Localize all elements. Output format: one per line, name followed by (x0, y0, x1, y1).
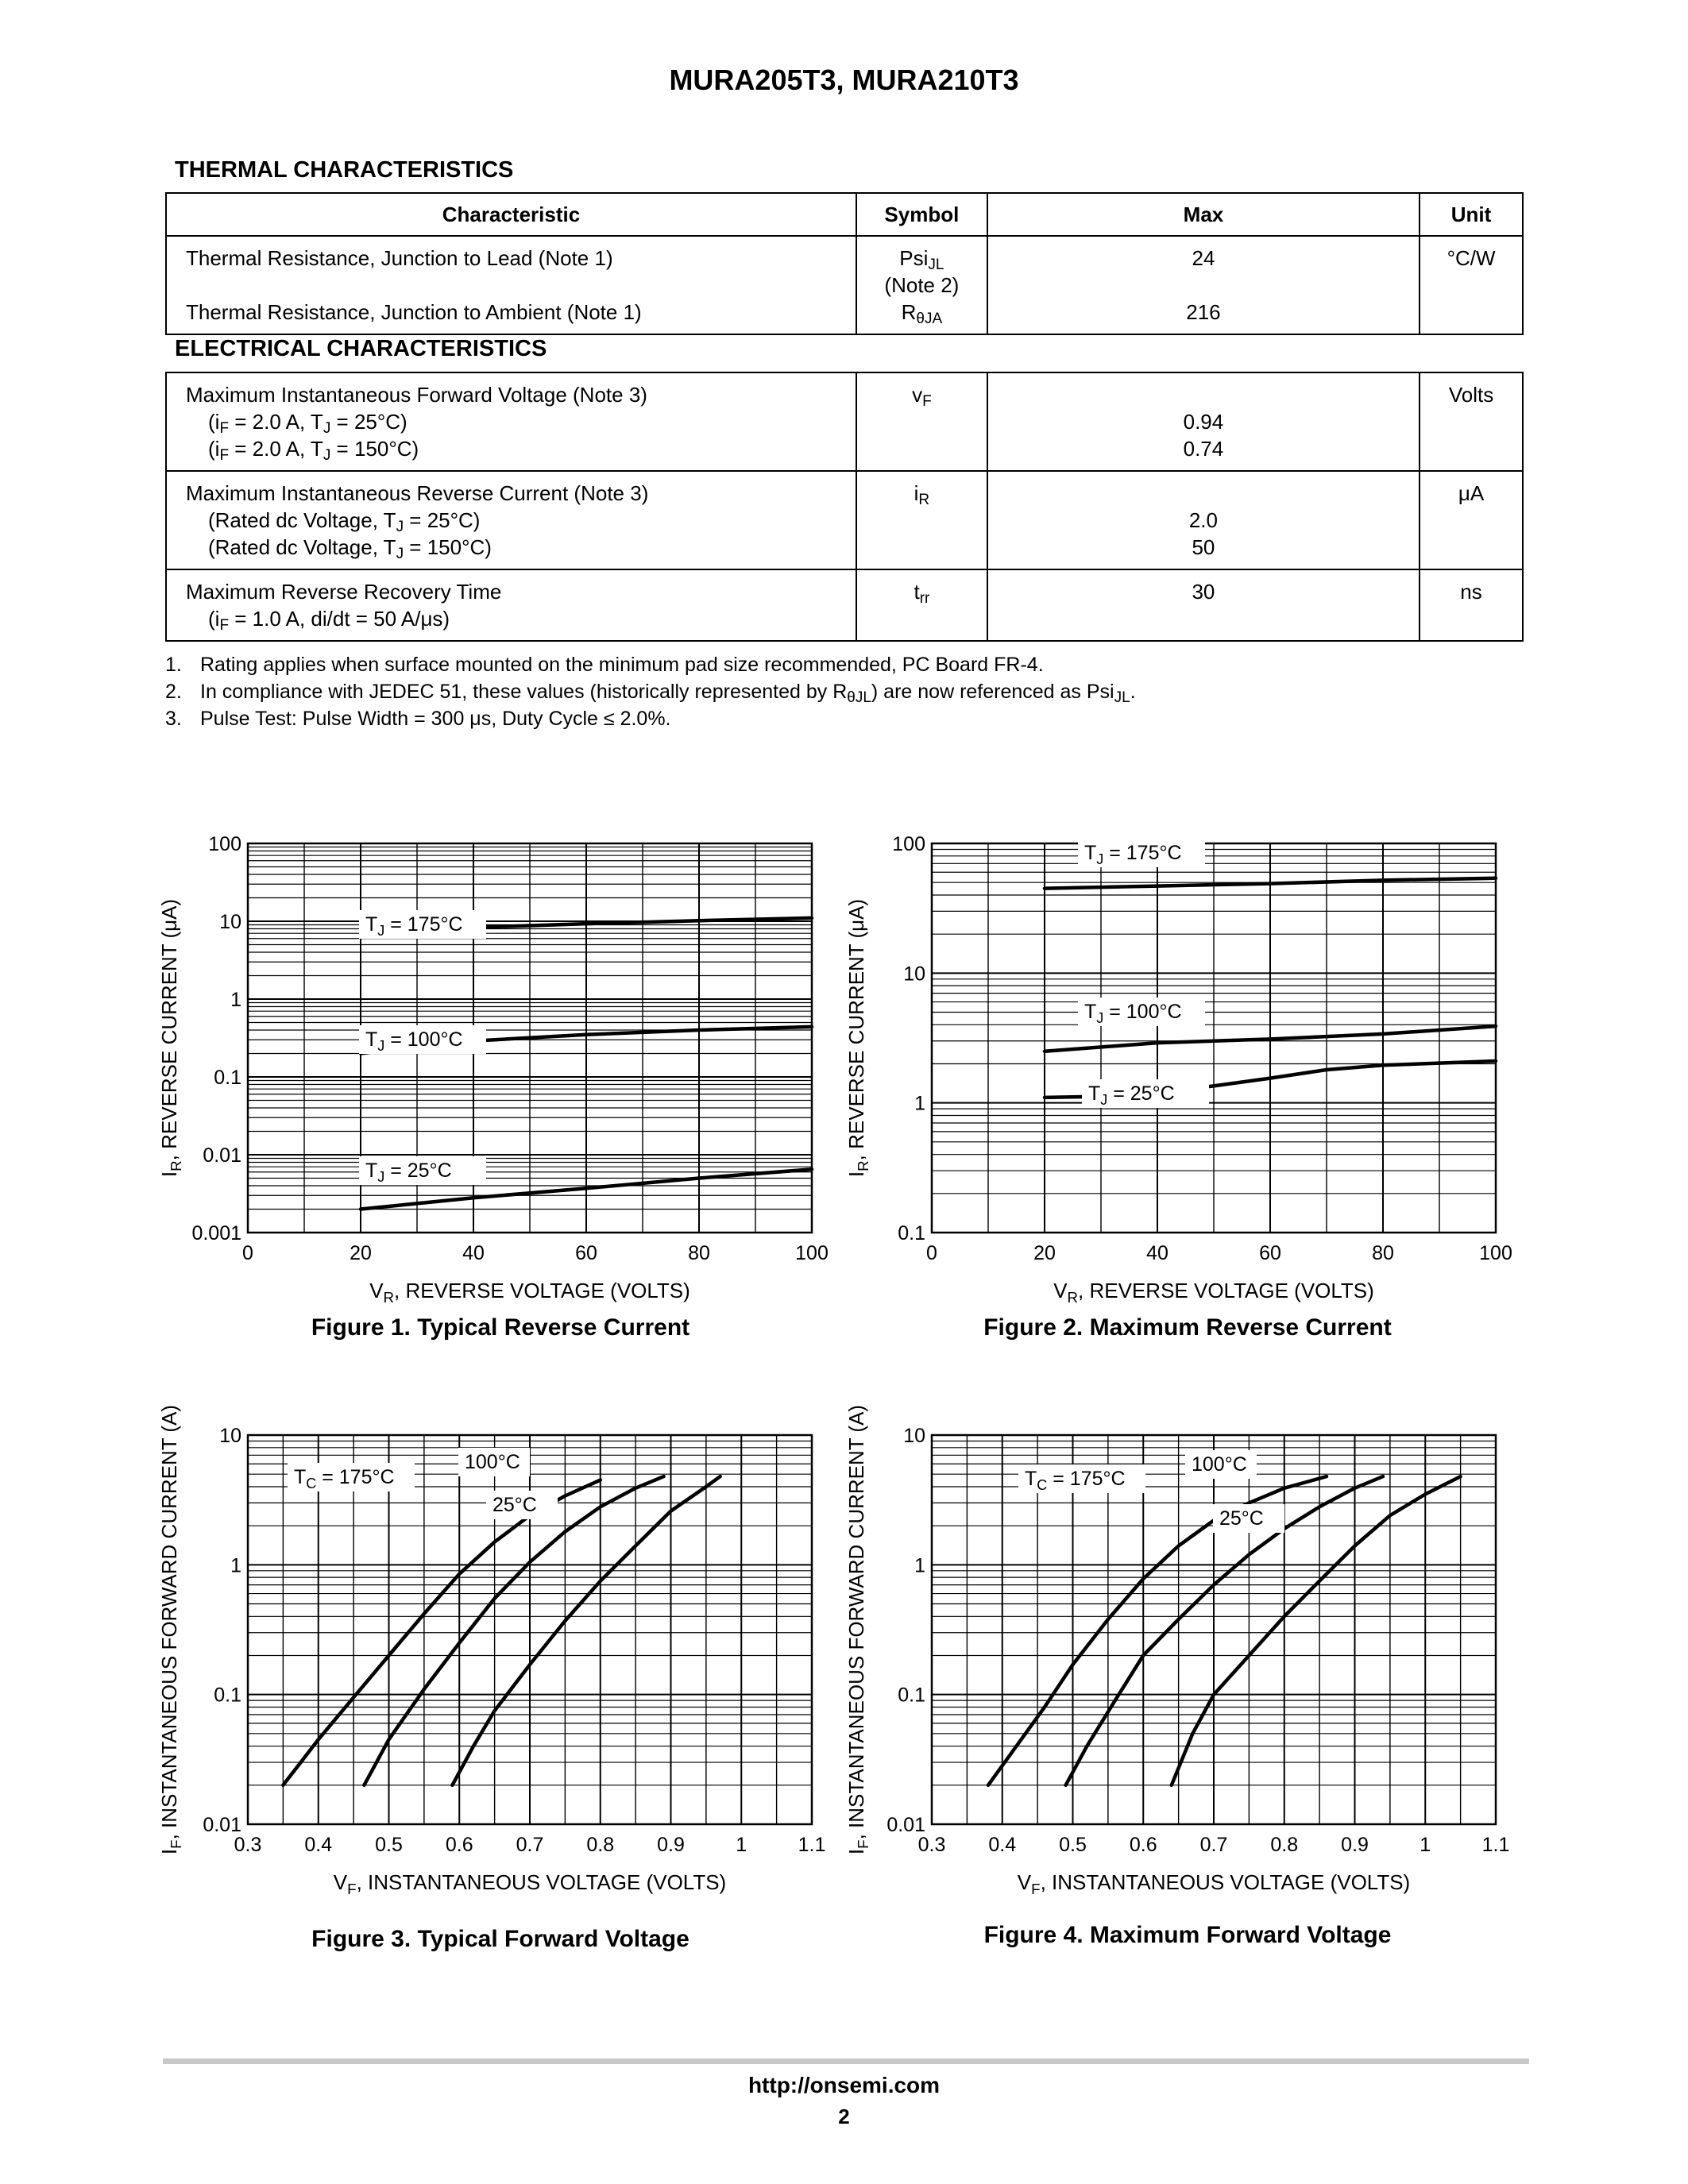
x-tick-label: 0 (242, 1242, 253, 1264)
x-tick-label: 0.7 (1199, 1834, 1228, 1856)
y-axis-label: $I_F$, INSTANTANEOUS FORWARD CURRENT (A) (157, 1404, 184, 1855)
figure4-caption: Figure 4. Maximum Forward Voltage (983, 1922, 1392, 1948)
x-tick-label: 40 (462, 1242, 485, 1264)
footnote-3: 3. Pulse Test: Pulse Width = 300 μs, Duty Cycle ≤ 2.0%. (165, 708, 671, 730)
thermal-row2-char: Thermal Resistance, Junction to Ambient (Note 1) (186, 300, 642, 324)
trr-cond1: ($i_F = 1.0$ A, di/dt = 50 A/μs) (208, 607, 450, 634)
x-tick-label: 0 (926, 1242, 937, 1264)
ir-char: Maximum Instantaneous Reverse Current (Note 3) (186, 481, 649, 505)
x-tick-label: 1 (1420, 1834, 1431, 1856)
vf-cond1: ($i_F = 2.0$ A, $T_J = 25^\circ C$) (208, 410, 408, 437)
page-title: MURA205T3, MURA210T3 (669, 64, 1019, 96)
thermal-characteristics-cell (166, 236, 856, 334)
x-axis-label: $V_R$, REVERSE VOLTAGE (VOLTS) (369, 1279, 690, 1306)
ir-row (166, 471, 1523, 569)
footer-url: http://onsemi.com (747, 2073, 941, 2097)
y-tick-label: 0.1 (898, 1222, 925, 1244)
ir-symbol: $i_R$ (856, 471, 987, 569)
x-tick-label: 20 (350, 1242, 372, 1264)
x-tick-label: 100 (1479, 1242, 1512, 1264)
plot-grid (932, 843, 1496, 1233)
thermal-row1-unit: °C/W (1447, 246, 1496, 270)
x-axis-label: $V_R$, REVERSE VOLTAGE (VOLTS) (1053, 1279, 1374, 1306)
vf-max2: 0.74 (1183, 437, 1224, 461)
series-label: $T_J = 175^\circ C$ (1084, 842, 1182, 867)
figure1-reverse-current-chart (151, 818, 850, 1310)
x-tick-label: 1 (736, 1834, 747, 1856)
series-label: 100°C (1192, 1453, 1247, 1476)
vf-max-cell (987, 372, 1420, 471)
y-tick-label: 100 (892, 833, 925, 855)
y-axis-label: $I_R$, REVERSE CURRENT (μA) (844, 898, 871, 1178)
ir-max2: 50 (1192, 535, 1215, 559)
x-tick-label: 0.6 (1129, 1834, 1157, 1856)
x-tick-label: 0.7 (516, 1834, 544, 1856)
ir-max-cell (987, 471, 1420, 569)
ir-max1: 2.0 (1188, 508, 1218, 532)
thermal-max-cell (987, 236, 1420, 334)
footnote-2: 2. In compliance with JEDEC 51, these values (historically represented by $R_{\theta JL}$) are now referenced as Psi$_{JL}$. (165, 681, 1136, 706)
thermal-symbol-cell (856, 236, 987, 334)
thermal-table (165, 192, 1524, 335)
y-tick-label: 0.01 (203, 1144, 241, 1167)
x-tick-label: 80 (688, 1242, 710, 1264)
x-tick-label: 0.3 (234, 1834, 262, 1856)
series-label: $T_J = 100^\circ C$ (1084, 1001, 1182, 1026)
x-tick-label: 60 (1259, 1242, 1281, 1264)
y-tick-label: 0.1 (214, 1067, 241, 1089)
vf-max1: 0.94 (1183, 410, 1224, 434)
y-tick-label: 100 (208, 833, 241, 855)
thermal-row1-max: 24 (1192, 246, 1215, 270)
y-tick-label: 10 (903, 963, 925, 986)
figure2-reverse-current-chart (838, 818, 1537, 1310)
x-tick-label: 100 (795, 1242, 829, 1264)
thermal-row1-symbol-note: (Note 2) (884, 273, 960, 297)
page-number: 2 (838, 2105, 850, 2128)
x-tick-label: 0.4 (304, 1834, 333, 1856)
y-axis-label: $I_F$, INSTANTANEOUS FORWARD CURRENT (A) (844, 1404, 871, 1855)
figure3-forward-voltage-chart (151, 1394, 850, 1918)
plot-grid (932, 1435, 1496, 1824)
series-label: $T_J = 175^\circ C$ (365, 913, 463, 939)
y-tick-label: 10 (219, 911, 241, 933)
y-tick-label: 10 (219, 1425, 241, 1447)
header-max: Max (987, 193, 1420, 236)
y-tick-label: 1 (914, 1554, 925, 1577)
vf-symbol: $v_F$ (856, 372, 987, 471)
ir-unit: μA (1420, 471, 1523, 569)
y-tick-label: 0.1 (898, 1684, 925, 1707)
trr-row (166, 569, 1523, 641)
footnotes (165, 651, 1136, 732)
x-tick-label: 0.9 (1341, 1834, 1369, 1856)
series-label: $T_C = 175^\circ C$ (294, 1466, 395, 1491)
figure3-caption: Figure 3. Typical Forward Voltage (311, 1926, 689, 1952)
header-symbol: Symbol (856, 193, 987, 236)
y-axis-label: $I_R$, REVERSE CURRENT (μA) (157, 898, 184, 1178)
x-axis-label: $V_F$, INSTANTANEOUS VOLTAGE (VOLTS) (333, 1870, 727, 1897)
series-label: $T_J = 100^\circ C$ (365, 1028, 463, 1054)
x-tick-label: 1.1 (798, 1834, 826, 1856)
thermal-row2-symbol: $R_{\theta JA}$ (901, 300, 943, 327)
y-tick-label: 0.001 (191, 1222, 241, 1244)
y-tick-label: 1 (230, 1554, 241, 1577)
x-axis-label: $V_F$, INSTANTANEOUS VOLTAGE (VOLTS) (1017, 1870, 1411, 1897)
header-unit: Unit (1420, 193, 1523, 236)
x-tick-label: 1.1 (1481, 1834, 1510, 1856)
thermal-row (166, 236, 1523, 334)
ir-char-cell (166, 471, 856, 569)
footnote-1: 1. Rating applies when surface mounted on the minimum pad size recommended, PC Board FR-4. (165, 654, 1044, 676)
x-tick-label: 0.3 (917, 1834, 946, 1856)
x-tick-label: 80 (1372, 1242, 1394, 1264)
thermal-header-row (166, 193, 1523, 236)
vf-row (166, 372, 1523, 471)
figure2-caption: Figure 2. Maximum Reverse Current (983, 1314, 1392, 1341)
series-label: 25°C (492, 1494, 537, 1516)
thermal-row1-char: Thermal Resistance, Junction to Lead (Note 1) (186, 246, 613, 270)
series-curve (452, 1476, 720, 1785)
x-tick-label: 20 (1033, 1242, 1056, 1264)
ir-cond2: (Rated dc Voltage, $T_J = 150^\circ C$) (208, 535, 492, 562)
series-label: $T_J = 25^\circ C$ (1088, 1082, 1175, 1108)
electrical-section-title: ELECTRICAL CHARACTERISTICS (175, 336, 547, 361)
trr-char-cell (166, 569, 856, 641)
x-tick-label: 0.4 (988, 1834, 1017, 1856)
trr-symbol: $t_{rr}$ (856, 569, 987, 641)
y-tick-label: 0.01 (203, 1814, 241, 1836)
trr-char: Maximum Reverse Recovery Time (186, 580, 502, 604)
y-tick-label: 0.1 (214, 1684, 241, 1707)
figure1-caption: Figure 1. Typical Reverse Current (311, 1314, 690, 1341)
x-tick-label: 0.6 (445, 1834, 473, 1856)
vf-unit: Volts (1420, 372, 1523, 471)
ir-cond1: (Rated dc Voltage, $T_J = 25^\circ C$) (208, 508, 481, 535)
y-tick-label: 1 (230, 989, 241, 1011)
x-tick-label: 0.8 (586, 1834, 615, 1856)
thermal-unit-cell (1420, 236, 1523, 334)
x-tick-label: 0.5 (375, 1834, 403, 1856)
vf-char-cell (166, 372, 856, 471)
x-tick-label: 60 (575, 1242, 597, 1264)
x-tick-label: 0.9 (657, 1834, 685, 1856)
y-tick-label: 10 (903, 1425, 925, 1447)
y-tick-label: 1 (914, 1092, 925, 1115)
series-label: $T_J = 25^\circ C$ (365, 1160, 452, 1185)
trr-max: 30 (987, 569, 1420, 641)
thermal-row2-max: 216 (1186, 300, 1221, 324)
x-tick-label: 0.5 (1059, 1834, 1087, 1856)
header-characteristic: Characteristic (166, 193, 856, 236)
x-tick-label: 0.8 (1270, 1834, 1299, 1856)
vf-char: Maximum Instantaneous Forward Voltage (Note 3) (186, 383, 647, 407)
vf-cond2: ($i_F = 2.0$ A, $T_J = 150^\circ C$) (208, 437, 419, 464)
footer-divider (163, 2059, 1529, 2064)
y-tick-label: 0.01 (886, 1814, 925, 1836)
series-label: 100°C (465, 1451, 520, 1473)
electrical-table (165, 372, 1524, 642)
thermal-section-title: THERMAL CHARACTERISTICS (175, 157, 514, 183)
x-tick-label: 40 (1146, 1242, 1168, 1264)
figure4-forward-voltage-chart (838, 1394, 1537, 1918)
thermal-row1-symbol: Psi$_{JL}$ (899, 246, 944, 273)
series-label: 25°C (1219, 1507, 1264, 1530)
series-label: $T_C = 175^\circ C$ (1025, 1468, 1126, 1493)
trr-unit: ns (1420, 569, 1523, 641)
